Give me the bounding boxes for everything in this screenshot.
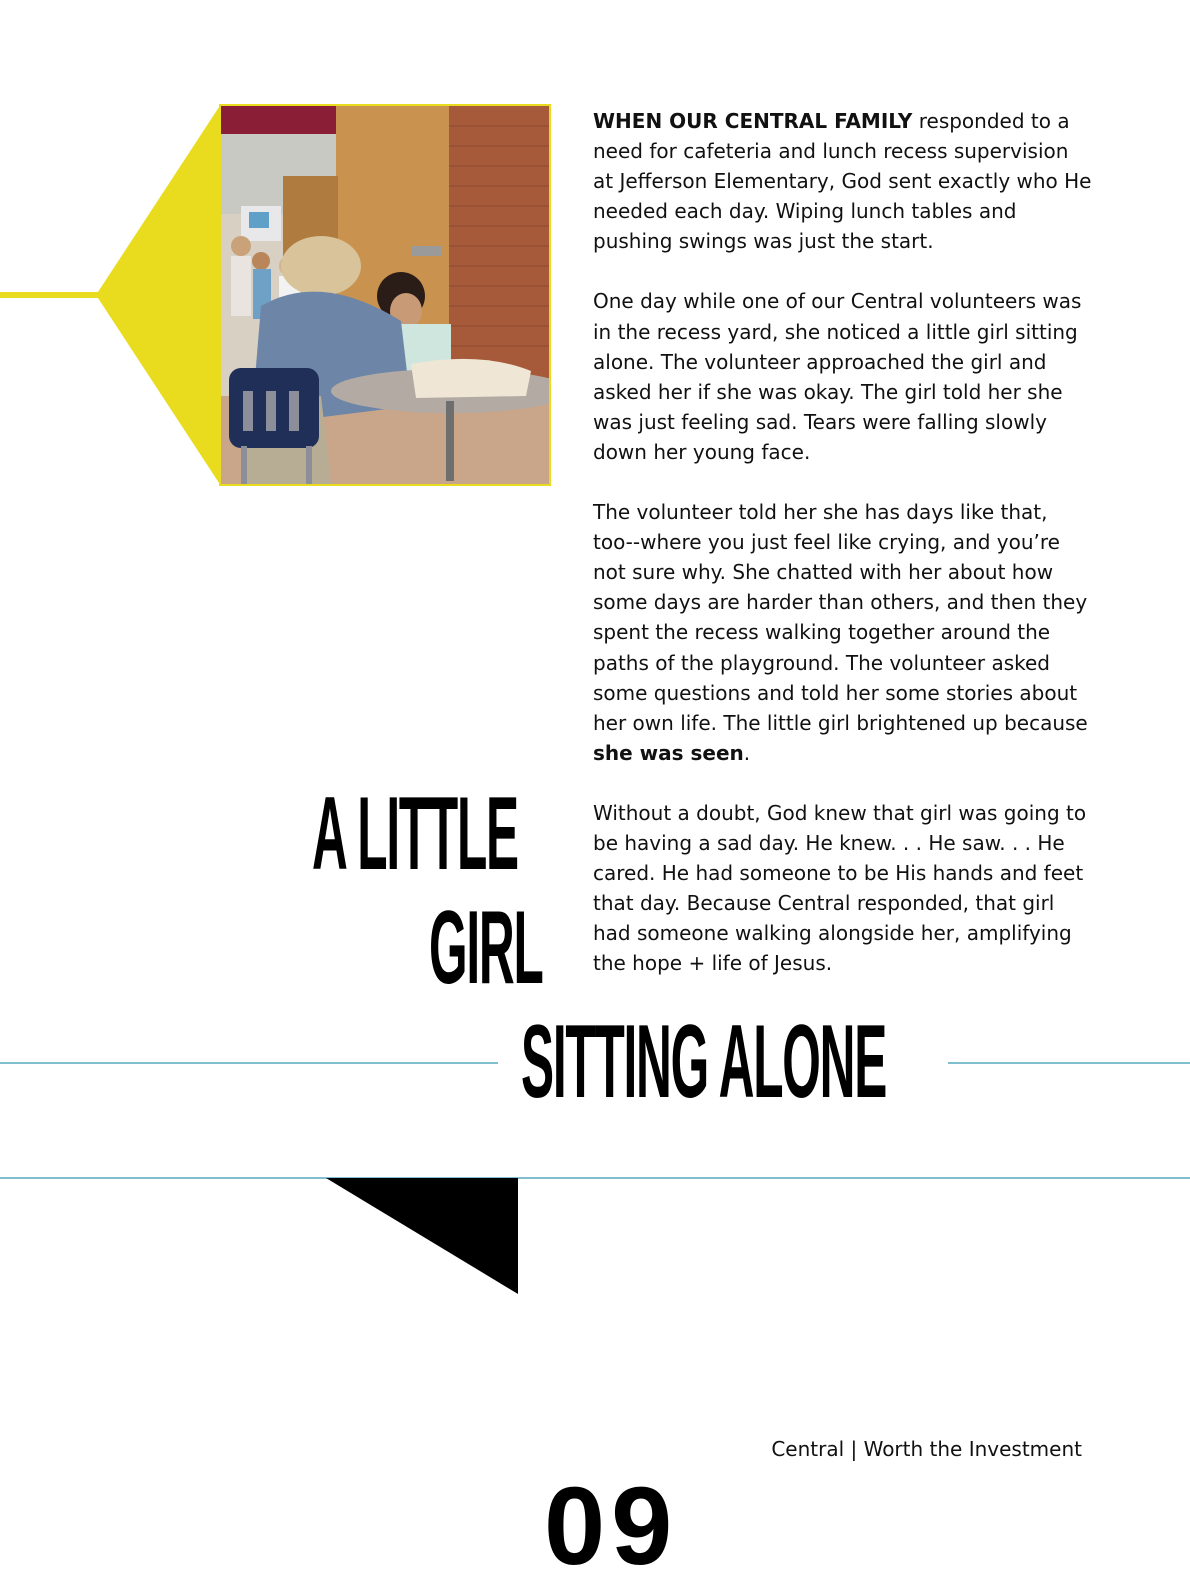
divider-line-left	[0, 1062, 498, 1064]
page-number: 09	[544, 1465, 679, 1588]
article-body	[593, 106, 1093, 1008]
divider-line-lower	[0, 1177, 1190, 1179]
headline-line-2: GIRL	[429, 889, 543, 1006]
lead-in: WHEN OUR CENTRAL FAMILY	[593, 109, 913, 133]
paragraph-2: One day while one of our Central volunteers was in the recess yard, she noticed a little girl sitting alone. The volunteer approached the girl and asked her if she was okay. The girl told her she was just feeling sad. Tears were falling slowly down her young face.	[593, 289, 1082, 464]
paragraph-4: Without a doubt, God knew that girl was going to be having a sad day. He knew. . . He saw. . . He cared. He had someone to be His hands and feet that day. Because Central responded, that girl had someone walking alongside her, amplifying the hope + life of Jesus.	[593, 800, 1087, 976]
headline-line-3: SITTING ALONE	[521, 1003, 887, 1120]
paragraph-3: The volunteer told her she has days like that, too--where you just feel like crying, and you’re not sure why. She chatted with her about how some days are harder than others, and then they spent the recess walking together around the paths of the playground. The volunteer asked some questions and told her some stories about her own life. The little girl brightened up because she was seen.	[593, 500, 1088, 765]
headline-line-1: A LITTLE	[312, 775, 518, 892]
footer-publication-title: Central | Worth the Investment	[771, 1437, 1082, 1461]
black-triangle-shape	[326, 1176, 520, 1296]
paragraph-1: WHEN OUR CENTRAL FAMILY responded to a need for cafeteria and lunch recess supervision at Jefferson Elementary, God sent exactly who He needed each day. Wiping lunch tables and pushing swings was just the start.	[593, 109, 1092, 254]
emphasis-text: she was seen	[593, 740, 744, 765]
divider-line-right	[948, 1062, 1190, 1064]
yellow-arrow-shape	[0, 100, 240, 492]
volunteer-with-girl-photo	[219, 104, 551, 486]
